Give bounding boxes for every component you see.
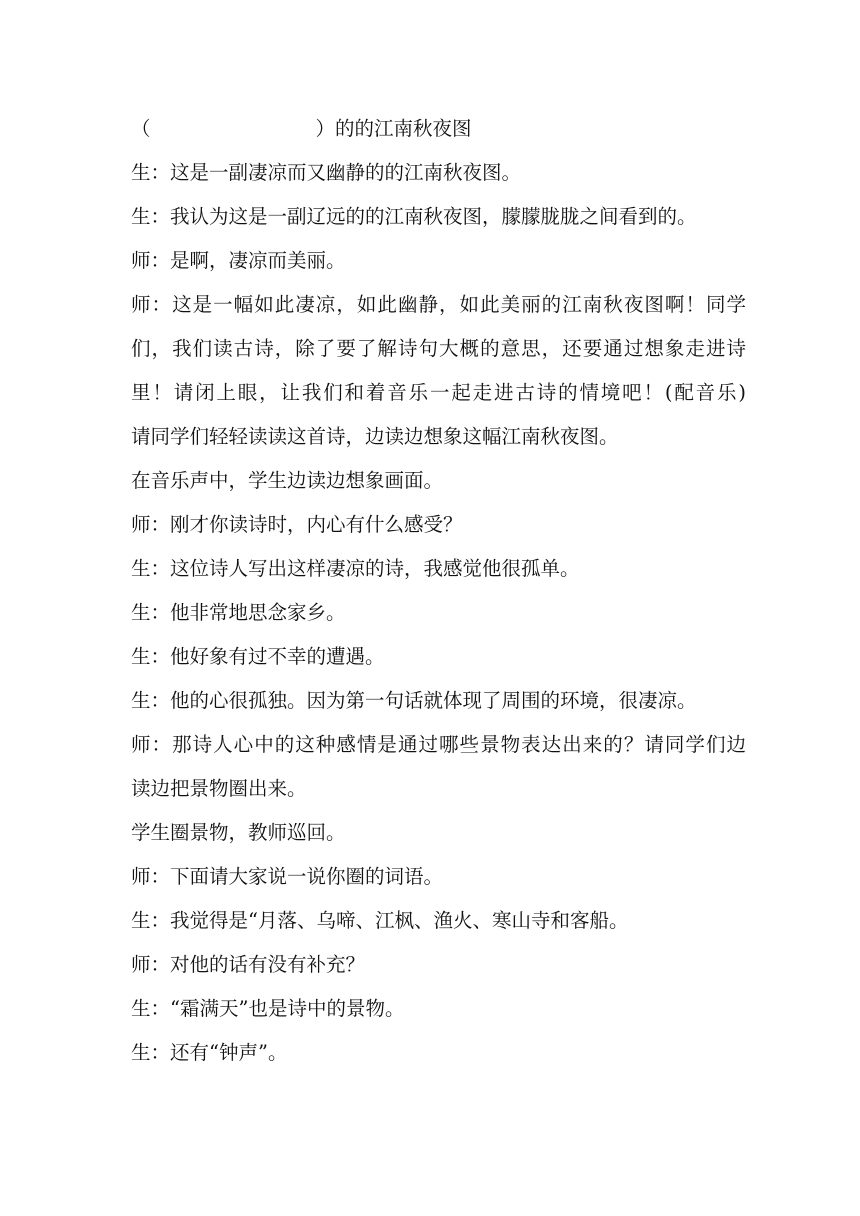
paragraph-line: 师：那诗人心中的这种感情是通过哪些景物表达出来的？请同学们边 <box>131 733 746 756</box>
dialogue-line: 师：对他的话有没有补充？ <box>131 953 366 976</box>
dialogue-line: 生：他好象有过不幸的遭遇。 <box>131 645 385 668</box>
dialogue-line: 师：是啊，凄凉而美丽。 <box>131 249 346 272</box>
dialogue-line: 生：他非常地思念家乡。 <box>131 601 346 624</box>
dialogue-line: 生：我认为这是一副辽远的的江南秋夜图，朦朦胧胧之间看到的。 <box>131 205 697 228</box>
teacher-paragraph <box>131 728 746 805</box>
paragraph-line: 里！请闭上眼，让我们和着音乐一起走进古诗的情境吧！(配音乐) <box>131 381 746 404</box>
paragraph-line: 们，我们读古诗，除了要了解诗句大概的意思，还要通过想象走进诗 <box>131 337 746 360</box>
dialogue-line: 学生圈景物，教师巡回。 <box>131 821 346 844</box>
open-paren: （ <box>131 117 151 140</box>
dialogue-line: 在音乐声中，学生边读边想象画面。 <box>131 469 444 492</box>
heading-rest: ）的的江南秋夜图 <box>315 117 472 140</box>
document-body <box>131 112 746 1080</box>
paragraph-line: 读边把景物圈出来。 <box>131 777 307 800</box>
dialogue-line: 生：还有“钟声”。 <box>131 1041 288 1064</box>
dialogue-line: 生：这位诗人写出这样凄凉的诗，我感觉他很孤单。 <box>131 557 580 580</box>
dialogue-line: 生：他的心很孤独。因为第一句话就体现了周围的环境，很凄凉。 <box>131 689 697 712</box>
dialogue-line: 师：下面请大家说一说你圈的词语。 <box>131 865 444 888</box>
dialogue-line: 生：我觉得是“月落、乌啼、江枫、渔火、寒山寺和客船。 <box>131 909 629 932</box>
dialogue-line: 师：刚才你读诗时，内心有什么感受？ <box>131 513 463 536</box>
paragraph-line: 师：这是一幅如此凄凉，如此幽静，如此美丽的江南秋夜图啊！同学 <box>131 293 746 316</box>
paragraph-line: 请同学们轻轻读读这首诗，边读边想象这幅江南秋夜图。 <box>131 425 619 448</box>
dialogue-line: 生：这是一副凄凉而又幽静的的江南秋夜图。 <box>131 161 522 184</box>
dialogue-line: 生：“霜满天”也是诗中的景物。 <box>131 997 405 1020</box>
teacher-paragraph <box>131 288 746 453</box>
fill-in-heading <box>131 112 746 145</box>
